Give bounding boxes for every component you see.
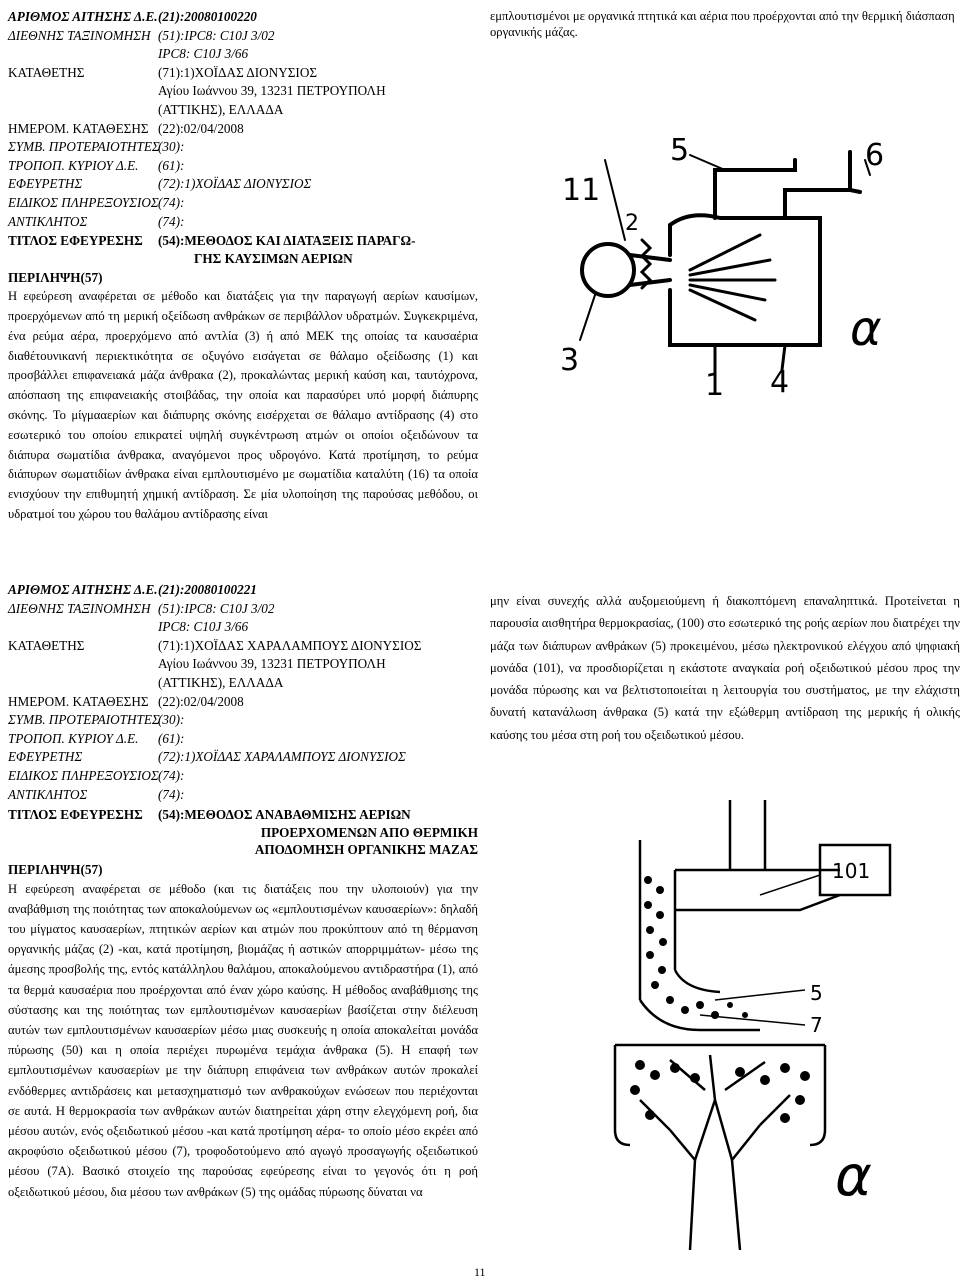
field-value: (72):1)ΧΟΪΔΑΣ ΧΑΡΑΛΑΜΠΟΥΣ ΔΙΟΝΥΣΙΟΣ <box>158 749 406 765</box>
field-value: (71):1)ΧΟΪΔΑΣ ΔΙΟΝΥΣΙΟΣ <box>158 64 318 80</box>
record1-bibliographic <box>8 8 478 525</box>
field-value: (22):02/04/2008 <box>158 693 244 709</box>
field-row <box>8 674 478 693</box>
field-value: Αγίου Ιωάννου 39, 13231 ΠΕΤΡΟΥΠΟΛΗ <box>158 83 386 99</box>
field-value: (21):20080100220 <box>158 9 257 24</box>
figure-label: 101 <box>832 859 871 883</box>
field-label <box>8 45 158 64</box>
record2-title <box>8 806 478 859</box>
field-row <box>8 194 478 213</box>
field-row <box>8 64 478 83</box>
abstract-continued-text: μην είναι συνεχής αλλά αυξομειούμενη ή διακοπτόμενη επαναληπτικά. Προτείνεται η παρουσία αισθητήρα θερμοκρασίας, (100) στο εσωτερικό της ροής αερίων που διατρέχει την μάζα των διάπυρων ανθράκων (5) προκειμένου, μέσω ηλεκτρονικού ελέγχου από ψηφιακή μονάδα (101), να προσδιορίζεται η εκάστοτε αναγκαία ροή οξειδωτικού μέσου προς την μονάδα πύρωσης και να βελτιστοποιείται η λειτουργία του συστήματος, με την ελάχιστη δυνατή κατανάλωση άνθρακα (5) κατά την εξώθερμη αντίδραση της μερικής ή ολικής καύσης του μέσα στη ροή του οξειδωτικού μέσου. <box>490 594 960 742</box>
field-row <box>8 655 478 674</box>
field-value: (21):20080100221 <box>158 582 257 597</box>
field-label: ΑΡΙΘΜΟΣ ΑΙΤΗΣΗΣ Δ.Ε. <box>8 582 158 597</box>
title-line: ΓΗΣ ΚΑΥΣΙΜΩΝ ΑΕΡΙΩΝ <box>194 250 353 266</box>
field-row <box>8 120 478 139</box>
record1-fields <box>8 8 478 231</box>
field-value: (74): <box>158 767 185 783</box>
field-label <box>8 618 158 637</box>
field-label: ΕΦΕΥΡΕΤΗΣ <box>8 749 83 765</box>
figure-label: 6 <box>865 138 885 173</box>
field-label: ΕΙΔΙΚΟΣ ΠΛΗΡΕΞΟΥΣΙΟΣ <box>8 767 159 783</box>
record1-title <box>8 232 478 267</box>
field-row <box>8 767 478 786</box>
field-value: Αγίου Ιωάννου 39, 13231 ΠΕΤΡΟΥΠΟΛΗ <box>158 656 386 672</box>
field-row <box>8 786 478 805</box>
field-row <box>8 45 478 64</box>
record1-abstract-continued <box>490 8 960 40</box>
abstract-heading: ΠΕΡΙΛΗΨΗ(57) <box>8 270 103 286</box>
field-row <box>8 748 478 767</box>
field-row <box>8 157 478 176</box>
field-value: (74): <box>158 194 185 210</box>
field-label: ΕΙΔΙΚΟΣ ΠΛΗΡΕΞΟΥΣΙΟΣ <box>8 194 159 210</box>
field-row <box>8 600 478 619</box>
abstract-text: Η εφεύρεση αναφέρεται σε μέθοδο και διατάξεις για την παραγωγή αερίων καυσίμων, προερχόμενων από τη μερική οξείδωση ανθράκων σε περιβάλλον υδρατμών. Συγκεκριμένα, ένα ρεύμα αέρα, προερχόμενο από αντλία (3) ή από ΜΕΚ της οποίας τα καυσαέρια διαθέτουνικανή περιεκτικότητα σε οξυγόνο εισάγεται σε θάλαμο οξείδωσης (1) και προσβάλλει επιφανειακά μάζα άνθρακα (2), προκαλώντας μερική καύση και, ταυτόχρονα, απόσπαση της επιφανειακής στοιβάδας, την οποία και παρασύρει υπό μορφή διάπυρης σκόνης. Το μίγμααερίων και διάπυρης σκόνης εισέρχεται σε θάλαμο αντίδρασης (4) στο εσωτερικό του οποίου επικρατεί υψηλή συγκέντρωση ατμών οι οποίοι οξειδώνουν τα διάπυρα σωματίδια άνθρακα, αναγόμενοι προς υδρογόνο. Κατά προτίμηση, το ρεύμα διάπυρων σωματιδίων άνθρακα είναι εμπλουτισμένο με σωματίδια καταλύτη (16) τα οποία ενισχύουν την επιθυμητή χημική αντίδραση. Σε μία υλοποίηση της παρούσας μεθόδου, οι υδρατμοί του χώρου του θαλάμου αντίδρασης είναι <box>8 289 478 521</box>
title-line: (54):ΜΕΘΟΔΟΣ ΚΑΙ ΔΙΑΤΑΞΕΙΣ ΠΑΡΑΓΩ- <box>158 233 416 249</box>
abstract-heading: ΠΕΡΙΛΗΨΗ(57) <box>8 861 103 877</box>
field-label: ΤΡΟΠΟΠ. ΚΥΡΙΟΥ Δ.Ε. <box>8 157 139 173</box>
field-value: (ΑΤΤΙΚΗΣ), ΕΛΛΑΔΑ <box>158 101 284 117</box>
figure-label: 11 <box>562 173 601 208</box>
field-value: (51):IPC8: C10J 3/02 <box>158 600 275 616</box>
field-value: (71):1)ΧΟΪΔΑΣ ΧΑΡΑΛΑΜΠΟΥΣ ΔΙΟΝΥΣΙΟΣ <box>158 637 422 653</box>
page-number: 11 <box>474 1265 486 1279</box>
record1-drawing <box>520 130 930 400</box>
field-label <box>8 655 158 674</box>
field-label: ΚΑΤΑΘΕΤΗΣ <box>8 64 85 80</box>
field-label: ΑΡΙΘΜΟΣ ΑΙΤΗΣΗΣ Δ.Ε. <box>8 9 158 24</box>
figure-label: 4 <box>770 365 790 400</box>
field-row <box>8 637 478 656</box>
field-value: (72):1)ΧΟΪΔΑΣ ΔΙΟΝΥΣΙΟΣ <box>158 176 312 192</box>
record2-bibliographic <box>8 581 478 1202</box>
field-value: (ΑΤΤΙΚΗΣ), ΕΛΛΑΔΑ <box>158 674 284 690</box>
field-row <box>8 138 478 157</box>
field-value: (61): <box>158 730 185 746</box>
figure-label: 5 <box>810 981 823 1005</box>
figure-label: 5 <box>670 133 690 168</box>
field-row <box>8 101 478 120</box>
field-row <box>8 693 478 712</box>
field-row <box>8 730 478 749</box>
field-label: ΗΜΕΡΟΜ. ΚΑΤΑΘΕΣΗΣ <box>8 120 149 136</box>
title-line: (54):ΜΕΘΟΔΟΣ ΑΝΑΒΑΘΜΙΣΗΣ ΑΕΡΙΩΝ <box>158 807 411 823</box>
title-line: ΠΡΟΕΡΧΟΜΕΝΩΝ ΑΠΟ ΘΕΡΜΙΚΗ <box>260 824 478 840</box>
field-label: ΔΙΕΘΝΗΣ ΤΑΞΙΝΟΜΗΣΗ <box>8 27 151 43</box>
field-row <box>8 27 478 46</box>
field-value: IPC8: C10J 3/66 <box>158 619 249 635</box>
field-value: (74): <box>158 786 185 802</box>
field-label: ΚΑΤΑΘΕΤΗΣ <box>8 637 85 653</box>
abstract-text: Η εφεύρεση αναφέρεται σε μέθοδο (και τις διατάξεις που την υλοποιούν) για την αναβάθμιση της ποιότητας των αποκαλούμενων ως «εμπλουτισμένων καυσαερίων»: δηλαδή του μίγματος καυσαερίων, πτητικών αερίων και ατμών που προκύπτουν από τη θέρμανση οργανικής μάζας (2) -και, κατά προτίμηση, βιομάζας ή αστικών απορριμμάτων- μέσω της άμεσης προσβολής της, εντός κατάλληλου θαλάμου, αποκαλούμενου αντιδραστήρα (1), από τα θερμά καυσαέρια που προέρχονται από έναν χώρο καύσης. Η μέθοδος αναβάθμισης της σύστασης και της ποιότητας των εμπλουτισμένων καυσαερίων βασίζεται στην διέλευση αυτών των εμπλουτισμένων καυσαερίων μέσω μιας συσκευής η οποία αποκαλείται μονάδα πύρωσης (50) και η οποία περιέχει πυρωμένα τεμάχια άνθρακα (5). Η επαφή των εμπλουτισμένων καυσαερίων με την διάπυρη επιφάνεια των ανθράκων αυτών προκαλεί ενδόθερμες αντιδράσεις και μετασχηματισμό των ανθρακούχων ενώσεων που περιέχονται σε αυτά. Η θερμοκρασία των ανθράκων αυτών διατηρείται χάρη στην ελεγχόμενη ροή, δια μέσου αυτών, ενός οξειδωτικού μέσου -και κατά προτίμηση αέρα- το οποίο μέσο εκρέει από ακροφύσιο οξειδωτικού μέσου (7), τροφοδοτούμενο από αγωγό προσαγωγής οξειδωτικού μέσου (7Α). Βασικό στοιχείο της παρούσας εφεύρεσης είναι το γεγονός ότι η ροή οξειδωτικού μέσου, δια μέσου των ανθράκων (5) της ομάδας πύρωσης δύναται να <box>8 881 478 1199</box>
field-label: ΕΦΕΥΡΕΤΗΣ <box>8 176 83 192</box>
field-row <box>8 213 478 232</box>
figure-label: α <box>850 301 882 357</box>
field-label: ΑΝΤΙΚΛΗΤΟΣ <box>8 213 88 229</box>
field-label: ΔΙΕΘΝΗΣ ΤΑΞΙΝΟΜΗΣΗ <box>8 600 151 616</box>
field-row <box>8 618 478 637</box>
field-value: (61): <box>158 157 185 173</box>
field-row <box>8 175 478 194</box>
record2-abstract-continued <box>490 590 960 746</box>
figure-label: 7 <box>810 1013 823 1037</box>
title-label: ΤΙΤΛΟΣ ΕΦΕΥΡΕΣΗΣ <box>8 233 143 249</box>
field-value: (22):02/04/2008 <box>158 120 244 136</box>
title-line: ΑΠΟΔΟΜΗΣΗ ΟΡΓΑΝΙΚΗΣ ΜΑΖΑΣ <box>254 842 478 858</box>
field-label: ΑΝΤΙΚΛΗΤΟΣ <box>8 786 88 802</box>
field-value: IPC8: C10J 3/66 <box>158 46 249 62</box>
field-label: ΗΜΕΡΟΜ. ΚΑΤΑΘΕΣΗΣ <box>8 693 149 709</box>
figure-label: α <box>835 1144 872 1209</box>
field-label: ΣΥΜΒ. ΠΡΟΤΕΡΑΙΟΤΗΤΕΣ <box>8 712 160 728</box>
field-label <box>8 101 158 120</box>
figure-label: 2 <box>625 211 639 236</box>
field-value: (30): <box>158 712 185 728</box>
figure-label: 1 <box>705 368 725 400</box>
field-label: ΤΡΟΠΟΠ. ΚΥΡΙΟΥ Δ.Ε. <box>8 730 139 746</box>
field-label <box>8 82 158 101</box>
title-label: ΤΙΤΛΟΣ ΕΦΕΥΡΕΣΗΣ <box>8 807 143 823</box>
field-row <box>8 8 478 27</box>
record2-fields <box>8 581 478 804</box>
field-row <box>8 82 478 101</box>
field-value: (30): <box>158 139 185 155</box>
field-label <box>8 674 158 693</box>
field-row <box>8 711 478 730</box>
abstract-continued-text: εμπλουτισμένοι με οργανικά πτητικά και αέρια που προέρχονται από την θερμική διάσπαση οργανικής μάζας. <box>490 9 955 39</box>
record2-drawing <box>500 800 940 1250</box>
field-label: ΣΥΜΒ. ΠΡΟΤΕΡΑΙΟΤΗΤΕΣ <box>8 139 160 155</box>
figure-label: 3 <box>560 343 580 378</box>
field-row <box>8 581 478 600</box>
field-value: (74): <box>158 213 185 229</box>
field-value: (51):IPC8: C10J 3/02 <box>158 27 275 43</box>
